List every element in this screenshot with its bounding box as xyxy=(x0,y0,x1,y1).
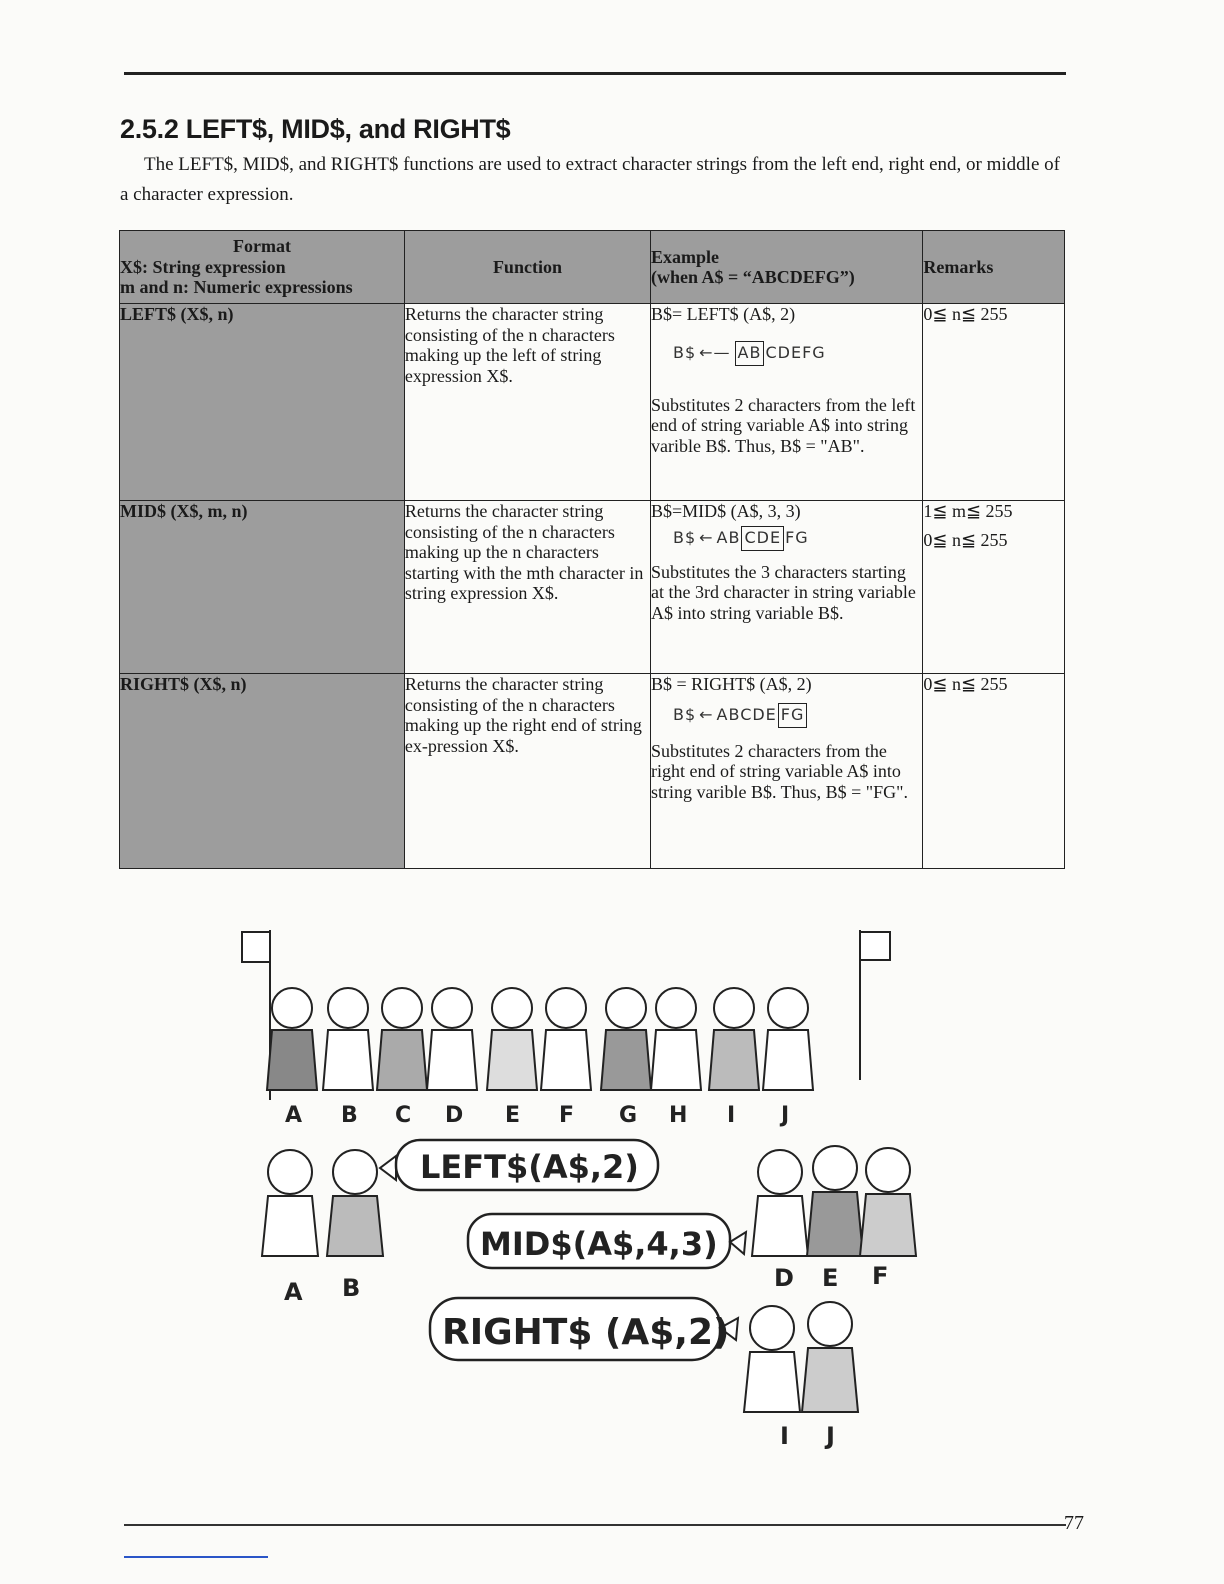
diagram-selected-chars: CDE xyxy=(741,526,784,551)
child-head xyxy=(328,988,368,1028)
bottom-rule xyxy=(124,1524,1066,1526)
diagram-before: AB xyxy=(716,528,741,548)
child-body xyxy=(601,1030,651,1090)
top-row-children xyxy=(267,988,813,1128)
remarks-cell xyxy=(923,674,1065,869)
diagram-before: ABCDE xyxy=(716,705,777,725)
child-letter: G xyxy=(619,1103,638,1128)
function-header: Function xyxy=(404,231,650,304)
child-head xyxy=(714,988,754,1028)
left-arrow-icon: ← xyxy=(699,528,714,548)
example-note: Substitutes 2 characters from the right end of string variable A$ into string varible B$. Thus, B$ = "FG". xyxy=(650,740,909,802)
child-body xyxy=(541,1030,591,1090)
extraction-diagram xyxy=(673,526,922,552)
child-letter: F xyxy=(559,1103,575,1128)
remarks-header: Remarks xyxy=(923,231,1065,304)
right-sign xyxy=(430,1298,738,1360)
right-sign-text: RIGHT$ (A$,2) xyxy=(442,1312,730,1353)
top-rule xyxy=(124,72,1066,75)
example-cell xyxy=(650,501,922,674)
example-cell xyxy=(650,304,922,501)
right-result-letter: J xyxy=(826,1422,835,1450)
child-body xyxy=(267,1030,317,1090)
diagram-target: B$ xyxy=(672,705,697,725)
right-result-letter: I xyxy=(780,1422,789,1450)
table-row xyxy=(120,501,1065,674)
example-code: B$ = RIGHT$ (A$, 2) xyxy=(650,674,812,694)
table-row xyxy=(120,304,1065,501)
child-body xyxy=(323,1030,373,1090)
table-row xyxy=(120,674,1065,869)
child-body xyxy=(651,1030,701,1090)
child-letter: I xyxy=(727,1103,736,1128)
function-reference-table xyxy=(119,230,1065,869)
child-head xyxy=(272,988,312,1028)
child-letter: E xyxy=(505,1103,521,1128)
intro-paragraph: The LEFT$, MID$, and RIGHT$ functions are used to extract character strings from the left end, right end, or middle of a character expression. xyxy=(120,154,1060,205)
extraction-diagram xyxy=(673,703,922,729)
extraction-diagram xyxy=(673,341,922,367)
function-cell: Returns the character string consisting of the n characters making up the left of string expression X$. xyxy=(404,304,650,501)
table-header-row xyxy=(120,231,1065,304)
format-cell: MID$ (X$, m, n) xyxy=(120,501,405,674)
example-header-line2: (when A$ = “ABCDEFG”) xyxy=(650,267,855,287)
remark-line: 0≦ n≦ 255 xyxy=(923,674,1008,694)
children-illustration xyxy=(140,900,940,1460)
left-result-letter: B xyxy=(342,1274,361,1302)
format-header-line2: m and n: Numeric expressions xyxy=(120,277,353,298)
child-letter: H xyxy=(669,1103,688,1128)
mid-result-letter: F xyxy=(872,1262,889,1290)
remark-line: 0≦ n≦ 255 xyxy=(923,304,1008,324)
child-head xyxy=(656,988,696,1028)
example-cell xyxy=(650,674,922,869)
blue-underline-mark xyxy=(124,1556,268,1558)
child-letter: B xyxy=(341,1103,358,1128)
function-cell: Returns the character string consisting of the n characters making up the right end of string ex-pression X$. xyxy=(404,674,650,869)
child-head xyxy=(768,988,808,1028)
mid-sign xyxy=(468,1214,746,1268)
child-body xyxy=(763,1030,813,1090)
format-cell: RIGHT$ (X$, n) xyxy=(120,674,405,869)
mid-result-children xyxy=(752,1146,916,1292)
diagram-target: B$ xyxy=(672,528,697,548)
child-head xyxy=(382,988,422,1028)
example-code: B$= LEFT$ (A$, 2) xyxy=(650,304,796,324)
left-arrow-icon: ←— xyxy=(699,343,731,363)
child-head xyxy=(432,988,472,1028)
remarks-cell xyxy=(923,304,1065,501)
flag-left-icon xyxy=(242,930,270,1100)
mid-sign-text: MID$(A$,4,3) xyxy=(480,1225,718,1263)
child-head xyxy=(546,988,586,1028)
child-head xyxy=(492,988,532,1028)
page-number: 77 xyxy=(1064,1512,1084,1534)
child-letter: C xyxy=(395,1103,412,1128)
remarks-cell xyxy=(923,501,1065,674)
diagram-selected-chars: AB xyxy=(735,341,765,366)
format-header xyxy=(120,231,405,304)
child-body xyxy=(377,1030,427,1090)
left-result-children xyxy=(262,1150,383,1306)
left-sign xyxy=(380,1140,658,1190)
child-head xyxy=(606,988,646,1028)
example-code: B$=MID$ (A$, 3, 3) xyxy=(650,501,801,521)
diagram-selected-chars: FG xyxy=(778,703,808,728)
left-result-letter: A xyxy=(284,1278,303,1306)
format-header-line1: X$: String expression xyxy=(120,256,286,277)
function-cell: Returns the character string consisting of the n characters making up the n characters starting with the mth character in string expression X$. xyxy=(404,501,650,674)
example-note: Substitutes the 3 characters starting at the 3rd character in string variable A$ into string variable B$. xyxy=(650,561,916,623)
format-header-title: Format xyxy=(232,236,291,257)
remark-line: 0≦ n≦ 255 xyxy=(923,529,1008,550)
example-header xyxy=(650,231,922,304)
example-header-line1: Example xyxy=(650,246,719,267)
child-letter: D xyxy=(445,1103,464,1128)
child-body xyxy=(427,1030,477,1090)
child-body xyxy=(709,1030,759,1090)
child-letter: A xyxy=(285,1103,303,1128)
mid-result-letter: D xyxy=(774,1264,794,1292)
child-body xyxy=(487,1030,537,1090)
example-note: Substitutes 2 characters from the left end of string variable A$ into string varible B$. Thus, B$ = "AB". xyxy=(650,394,916,456)
child-letter: J xyxy=(781,1103,790,1128)
left-arrow-icon: ← xyxy=(699,705,714,725)
format-cell: LEFT$ (X$, n) xyxy=(120,304,405,501)
diagram-target: B$ xyxy=(672,343,697,363)
left-sign-text: LEFT$(A$,2) xyxy=(420,1148,639,1186)
diagram-after: FG xyxy=(785,528,809,548)
flag-right-icon xyxy=(860,930,890,1080)
section-heading: 2.5.2 LEFT$, MID$, and RIGHT$ xyxy=(120,114,511,144)
right-result-children xyxy=(744,1302,858,1450)
remark-line: 1≦ m≦ 255 xyxy=(923,501,1013,521)
diagram-after: CDEFG xyxy=(765,343,826,363)
mid-result-letter: E xyxy=(822,1264,839,1292)
